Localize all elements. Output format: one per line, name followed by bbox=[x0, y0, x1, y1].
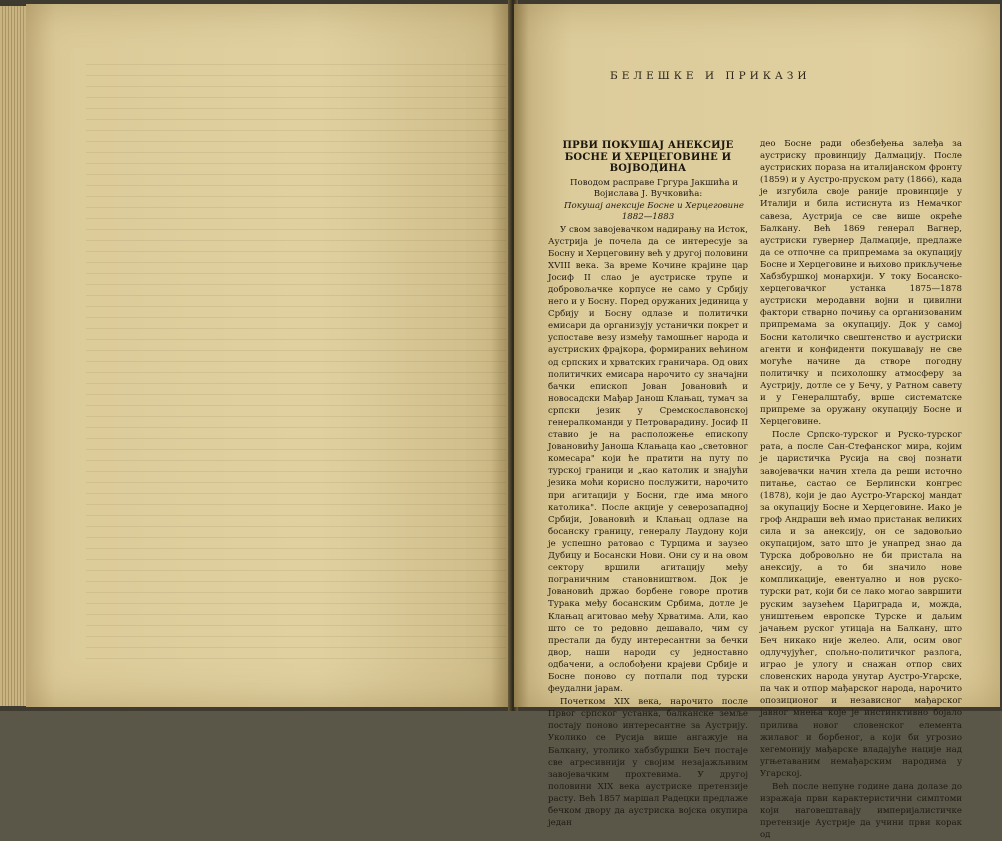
article-subtitle-italic: Покушај анексије Босне и Херцеговине 1882—1883 bbox=[564, 200, 744, 222]
paragraph: део Босне ради обезбеђења залеђа за аустриску провинцију Далмацију. После аустриских пораза на италијанском фронту (1859) и у Аустро-пруском рату (1866), када је изгубила своје раније провинције у Италији и била истиснута из Немачког савеза, Аустрија се све више окреће Балкану. Већ 1869 генерал Вагнер, аустриски гувернер Далмације, предлаже да се отпочне са припремама за окупацију Босне и Херцеговине и њихово прикључење Хабзбуршкој монархији. У току Босанско-херцеговачког устанка 1875—1878 аустриски меродавни војни и цивилни фактори стварно почињу са организованим припремама за окупацију. Док у самој Босни католичко свештенство и аустриски агенти и конфиденти покушавају не све могуће начине да створе погодну политичку и психолошку атмосферу за Аустрију, дотле се у Бечу, у Ратном савету и у Генералштабу, врше систематске припреме за оружану окупацију Босне и Херцеговине. bbox=[760, 139, 962, 428]
column-left bbox=[548, 140, 748, 829]
article-subtitle: Поводом расправе Гргура Јакшића и Војислава Ј. Вучковића: bbox=[570, 177, 738, 199]
left-page bbox=[26, 4, 510, 707]
paragraph: Почетком XIX века, нарочито после Првог српског устанка, балканске земље постају поново интересантне за Аустрију. Уколико се Русија више ангажује на Балкану, утолико хабзбуршки Беч постаје све агресивнији у својим незајажљивим завојевачким прохтевима. У другој половини XIX века аустриске претензије расту. Већ 1857 маршал Радецки предлаже бечком двору да аустриска војска окупира један bbox=[548, 697, 748, 829]
article-title: ПРВИ ПОКУШАЈ АНЕКСИЈЕ БОСНЕ И ХЕРЦЕГОВИНЕ И ВОЈВОДИНА bbox=[562, 140, 734, 174]
paragraph: После Српско-турског и Руско-турског рата, а после Сан-Стефанског мира, којим је царистичка Русија на свој познати завојевачки начин хтела да реши источно питање, састао се Берлински конгрес (1878), који је дао Аустро-Угарској мандат за окупацију Босне и Херцеговине. Иако је гроф Андраши већ имао пристанак великих сила и за анексију, он се задовољио окупацијом, зато што је унапред знао да Турска добровољно не би пристала на анексију, а то би значило нове компликације, евентуално и нов руско-турски рат, који би се лако могао завршити руским заузећем Цариграда и, можда, уништењем европске Турске и даљим јачањем руског утицаја на Балкану, што Беч никако није желео. Али, осим овог одлучујућег, спољно-политичког разлога, играо је улогу и снажан отпор свих словенских народа унутар Аустро-Угарске, па чак и отпор мађарског народа, нарочито опозиционог и независног мађарског јавног мнења које је инстинктивно бојало прилива новог словенског елемента жилавог и борбеног, а који би угрозио хегемонију мађарске владајуће нације над угњетаваним немађарским народима у Угарској. bbox=[760, 430, 962, 779]
running-head: БЕЛЕШКЕ И ПРИКАЗИ bbox=[610, 70, 811, 82]
column-right bbox=[760, 138, 962, 841]
paragraph: У свом завојевачком надирању на Исток, Аустрија је почела да се интересује за Босну и Херцеговину већ у другој половини XVIII века. За време Кочине крајине цар Јосиф II слао је аустриске трупе и добровољачке корпусе не само у Србију него и у Босну. Поред оружаних јединица у Србију и Босну одлазе и политички емисари да организују устанички покрет и успоставе везу између тамошњег народа и аустриских фрајкора, формираних већином од српских и хрватских граничара. Од ових политичких емисара нарочито су значајни бачки епископ Јован Јовановић и новосадски Мађар Јанош Клањац, тумач за српски језик у Сремскославонској генералкоманди у Петроварадину. Јосиф II ставио је на расположење епископу Јовановићу Јаноша Клањаца као „световног комесара" који ће пратити на путу по турској граници и „као католик и знајући језика моћи корисно послужити, нарочито при агитацији у Босни, где има много католика". После акције у северозападној Србији, Јовановић и Клањац одлазе на босанску границу, генералу Лаудону који је успешно ратовао с Турцима и заузео Дубицу и Босански Нови. Они су и на овом сектору вршили агитацију међу пограничним становништвом. Док је Јовановић држао борбене говоре против Турака међу босанским Србима, дотле је Клањац агитовао међу Хрватима. Али, као што се то редовно дешавало, чим су престали да буду интересантни за бечки двор, наши народи су једноставно одбачени, а ослобођени крајеви Србије и Босне поново су потпали под турски феудални јарам. bbox=[548, 224, 748, 695]
bleed-through-text bbox=[86, 64, 506, 664]
paragraph: Већ после непуне године дана долазе до изражаја први карактеристични симптоми који наговештавају империјалистичке претензије Аустрије да учини први корак од bbox=[760, 781, 962, 841]
